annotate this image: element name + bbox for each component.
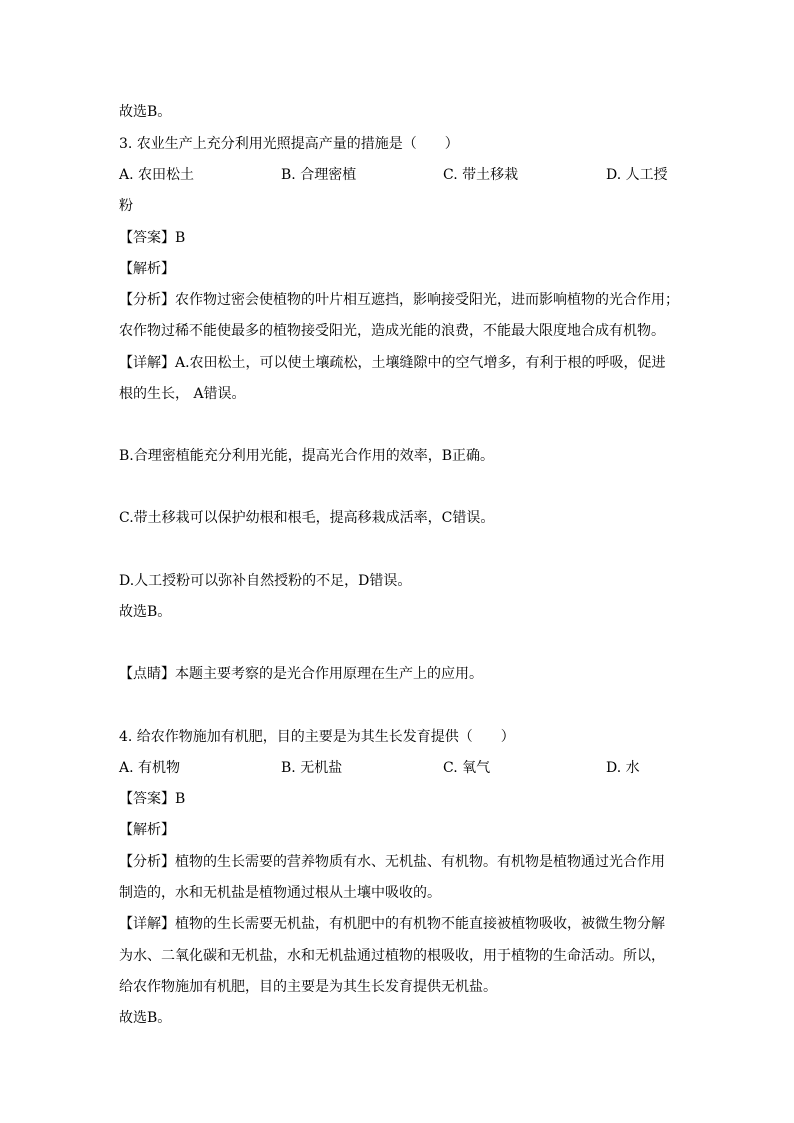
q4-option-b: B. 无机盐 (281, 760, 343, 776)
q3-option-c: C. 带土移栽 (443, 167, 519, 183)
q4-xiangjie-line-2: 为水、二氧化碳和无机盐，水和无机盐通过植物的根吸收，用于植物的生命活动。所以， (119, 948, 665, 964)
answer-value: B (175, 230, 186, 246)
q3-option-a: A. 农田松土 (119, 167, 195, 183)
q3-stem: 3. 农业生产上充分利用光照提高产量的措施是（ ） (119, 136, 459, 152)
q3-fenxi-line-1 (119, 290, 679, 310)
xiangjie-text: A.农田松土，可以使土壤疏松，土壤缝隙中的空气增多，有利于根的呼吸，促进 (175, 355, 666, 371)
q3-conclusion: 故选B。 (119, 604, 172, 620)
q3-option-b: B. 合理密植 (281, 167, 357, 183)
q3-explain-b: B.合理密植能充分利用光能，提高光合作用的效率，B正确。 (119, 448, 495, 464)
q4-option-a: A. 有机物 (119, 760, 181, 776)
xiangjie-tag: 【详解】 (119, 916, 175, 932)
q4-conclusion: 故选B。 (119, 1010, 172, 1026)
q4-answer (119, 789, 185, 809)
answer-tag: 【答案】 (119, 230, 175, 246)
fenxi-tag: 【分析】 (119, 854, 175, 870)
q3-dianjing (119, 664, 483, 684)
q4-xiangjie-line-1 (119, 914, 665, 934)
q3-explain-d: D.人工授粉可以弥补自然授粉的不足，D错误。 (119, 573, 412, 589)
q4-jiexi-tag: 【解析】 (119, 822, 175, 838)
q3-xiangjie-line-2: 根的生长， A错误。 (119, 386, 246, 402)
q3-answer (119, 228, 185, 248)
fenxi-text: 农作物过密会使植物的叶片相互遮挡，影响接受阳光，进而影响植物的光合作用； (175, 292, 679, 308)
q3-jiexi-tag: 【解析】 (119, 261, 175, 277)
q4-xiangjie-line-3: 给农作物施加有机肥，目的主要是为其生长发育提供无机盐。 (119, 979, 497, 995)
dianjing-tag: 【点睛】 (119, 666, 175, 682)
dianjing-text: 本题主要考察的是光合作用原理在生产上的应用。 (175, 666, 483, 682)
answer-value: B (175, 791, 186, 807)
q3-option-d-wrap: 粉 (119, 198, 133, 214)
q4-fenxi-line-1 (119, 852, 665, 872)
q4-fenxi-line-2: 制造的，水和无机盐是植物通过根从土壤中吸收的。 (119, 885, 441, 901)
fenxi-tag: 【分析】 (119, 292, 175, 308)
fenxi-text: 植物的生长需要的营养物质有水、无机盐、有机物。有机物是植物通过光合作用 (175, 854, 665, 870)
q3-option-d: D. 人工授 (606, 167, 668, 183)
xiangjie-tag: 【详解】 (119, 355, 175, 371)
xiangjie-text: 植物的生长需要无机盐，有机肥中的有机物不能直接被植物吸收，被微生物分解 (175, 916, 665, 932)
q3-explain-c: C.带土移栽可以保护幼根和根毛，提高移栽成活率，C错误。 (119, 510, 495, 526)
q4-option-c: C. 氧气 (443, 760, 491, 776)
q4-stem: 4. 给农作物施加有机肥，目的主要是为其生长发育提供（ ） (119, 729, 515, 745)
q4-option-d: D. 水 (606, 760, 640, 776)
answer-tag: 【答案】 (119, 791, 175, 807)
q3-xiangjie-line-1 (119, 353, 666, 373)
previous-conclusion: 故选B。 (119, 104, 172, 120)
q3-fenxi-line-2: 农作物过稀不能使最多的植物接受阳光，造成光能的浪费，不能最大限度地合成有机物。 (119, 323, 665, 339)
